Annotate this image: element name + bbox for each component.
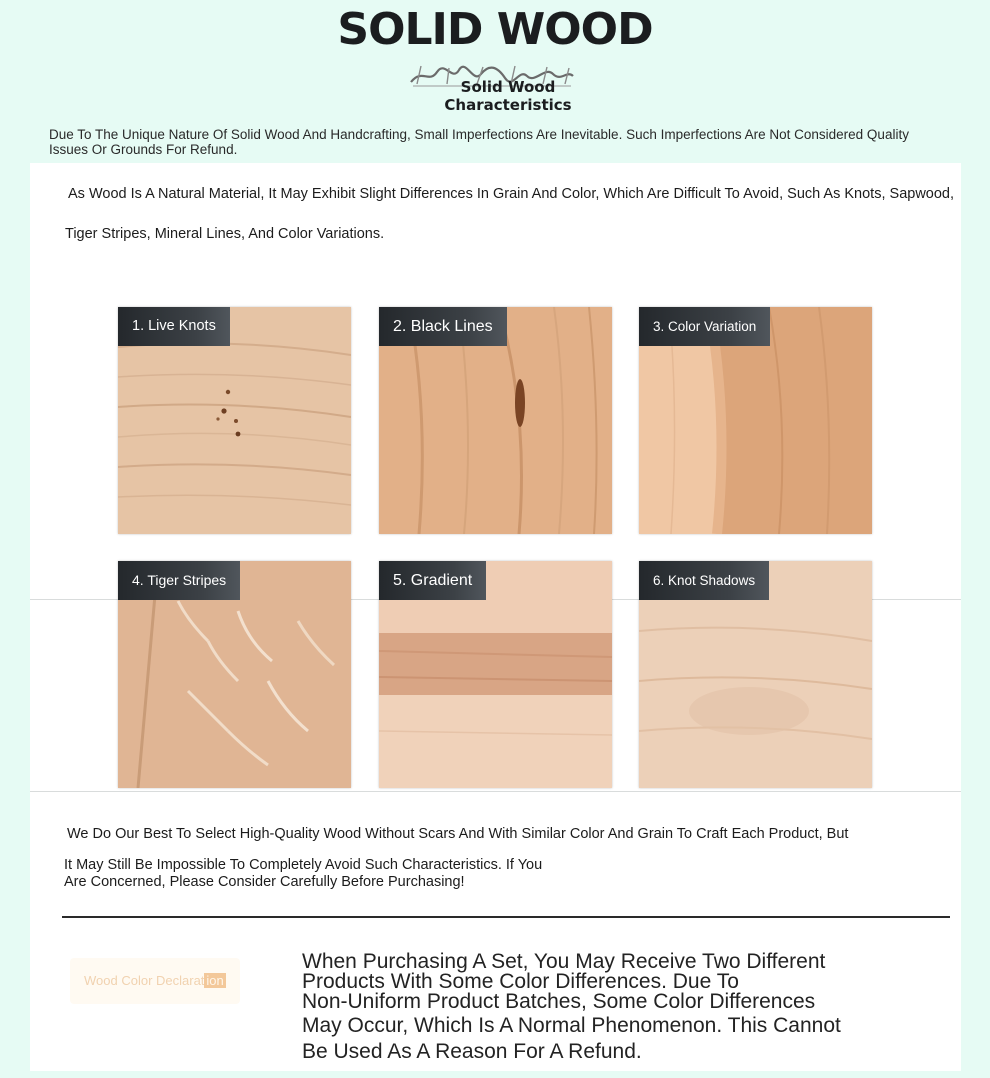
wood-tile-color-variation: [639, 307, 872, 534]
wood-tile-black-lines: [379, 307, 612, 534]
refund-notice: Due To The Unique Nature Of Solid Wood And Handcrafting, Small Imperfections Are Inevitable. Such Imperfections Are Not Considered Quality Issues Or Grounds For Refund.: [49, 127, 909, 157]
outro-line-3: Are Concerned, Please Consider Carefully Before Purchasing!: [64, 874, 465, 890]
wood-tile-live-knots: [118, 307, 351, 534]
tile-label-6: 6. Knot Shadows: [639, 561, 769, 600]
color-declaration-text: [302, 950, 912, 1064]
declaration-line-2: Products With Some Color Differences. Due To: [302, 970, 739, 993]
declaration-line-1: When Purchasing A Set, You May Receive Two Different: [302, 950, 826, 973]
wood-tile-knot-shadows: [639, 561, 872, 788]
outro-line-1: We Do Our Best To Select High-Quality Wood Without Scars And With Similar Color And Grain To Craft Each Product, But: [67, 826, 849, 842]
wood-tile-tiger-stripes: [118, 561, 351, 788]
tile-label-4: 4. Tiger Stripes: [118, 561, 240, 600]
panel-rule-bottom: [30, 791, 961, 792]
tile-label-5: 5. Gradient: [379, 561, 486, 600]
outro-line-2: It May Still Be Impossible To Completely Avoid Such Characteristics. If You: [64, 857, 543, 873]
declaration-line-3: Non-Uniform Product Batches, Some Color Differences: [302, 990, 816, 1013]
badge-highlight: ion: [206, 973, 224, 988]
content-panel: [30, 163, 961, 1071]
declaration-line-4: May Occur, Which Is A Normal Phenomenon. This Cannot: [302, 1014, 841, 1037]
badge-label: Wood Color Declarat ion: [84, 973, 224, 988]
intro-line-2: Tiger Stripes, Mineral Lines, And Color Variations.: [65, 226, 385, 242]
section-divider: [62, 916, 950, 918]
wood-color-declaration-badge: [70, 958, 240, 1004]
page-subtitle: Solid Wood Characteristics: [444, 78, 572, 114]
intro-line-1: As Wood Is A Natural Material, It May Exhibit Slight Differences In Grain And Color, Which Are Difficult To Avoid, Such As Knots, Sapwood,: [68, 186, 955, 202]
tile-label-1: 1. Live Knots: [118, 307, 230, 346]
subtitle-block: [395, 60, 625, 114]
page-title: SOLID WOOD: [337, 4, 653, 55]
declaration-line-5: Be Used As A Reason For A Refund.: [302, 1040, 642, 1063]
wood-tile-gradient: [379, 561, 612, 788]
tile-label-2: 2. Black Lines: [379, 307, 507, 346]
tile-label-3: 3. Color Variation: [639, 307, 770, 346]
